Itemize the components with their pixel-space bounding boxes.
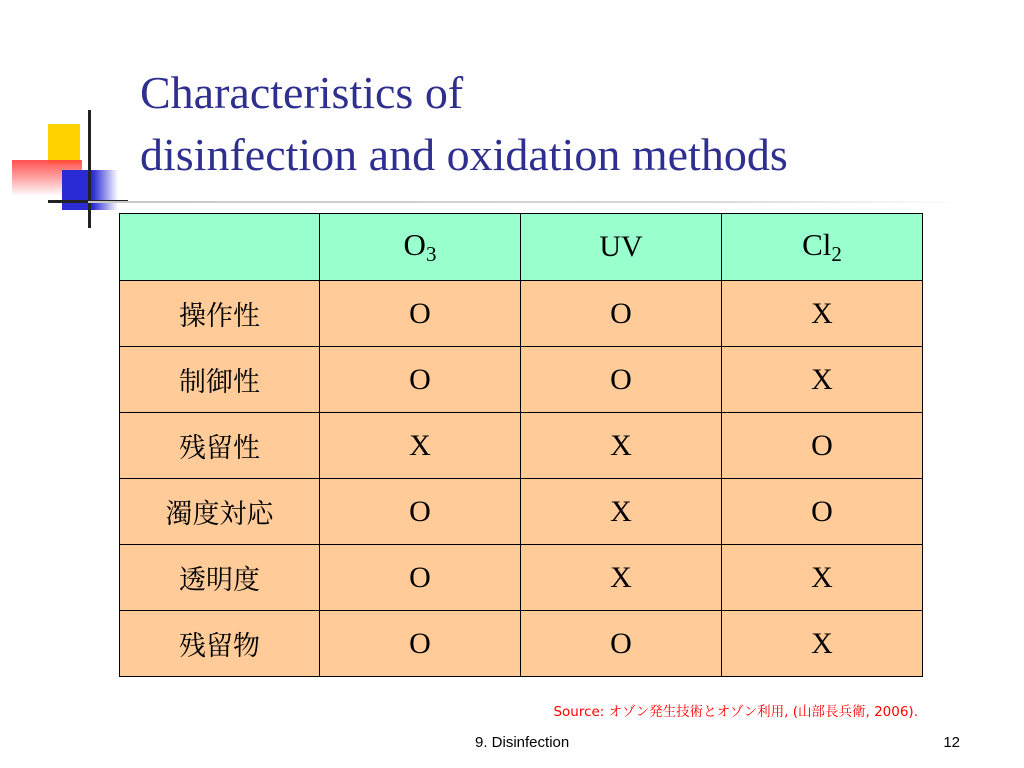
header-uv: UV — [521, 214, 722, 281]
slide-title-line2: disinfection and oxidation methods — [140, 129, 788, 180]
cell-uv: O — [521, 611, 722, 677]
cell-o3: O — [320, 281, 521, 347]
cell-uv: O — [521, 347, 722, 413]
table-row — [120, 611, 923, 677]
table-header-row — [120, 214, 923, 281]
table-row — [120, 479, 923, 545]
cell-uv: O — [521, 281, 722, 347]
header-cl2-symbol: Cl — [802, 227, 832, 262]
row-label: 制御性 — [120, 347, 320, 413]
title-underline — [88, 201, 968, 203]
row-label: 透明度 — [120, 545, 320, 611]
table-row — [120, 281, 923, 347]
slide-title — [140, 62, 1000, 186]
ornament-yellow-square — [48, 124, 80, 164]
header-o3 — [320, 214, 521, 281]
table-row — [120, 545, 923, 611]
header-o3-subscript: 3 — [425, 242, 437, 266]
row-label: 残留性 — [120, 413, 320, 479]
cell-cl2: X — [722, 347, 923, 413]
cell-o3: X — [320, 413, 521, 479]
cell-cl2: X — [722, 281, 923, 347]
cell-cl2: X — [722, 545, 923, 611]
row-label: 濁度対応 — [120, 479, 320, 545]
header-cl2 — [722, 214, 923, 281]
row-label: 操作性 — [120, 281, 320, 347]
cell-o3: O — [320, 611, 521, 677]
cell-cl2: X — [722, 611, 923, 677]
table-row — [120, 347, 923, 413]
cell-uv: X — [521, 479, 722, 545]
cell-cl2: O — [722, 479, 923, 545]
source-citation: Source: オゾン発生技術とオゾン利用, (山部長兵衛, 2006). — [553, 704, 918, 720]
table-row — [120, 413, 923, 479]
cell-o3: O — [320, 479, 521, 545]
row-label: 残留物 — [120, 611, 320, 677]
cell-o3: O — [320, 545, 521, 611]
header-cl2-subscript: 2 — [831, 242, 842, 266]
comparison-table — [119, 213, 923, 677]
header-o3-symbol: O — [403, 227, 426, 262]
slide-title-line1: Characteristics of — [140, 67, 464, 118]
ornament-vertical-line — [88, 110, 91, 228]
slide-number: 12 — [943, 734, 960, 751]
cell-uv: X — [521, 413, 722, 479]
cell-o3: O — [320, 347, 521, 413]
cell-uv: X — [521, 545, 722, 611]
footer-section-title: 9. Disinfection — [475, 734, 570, 751]
cell-cl2: O — [722, 413, 923, 479]
header-corner-cell — [120, 214, 320, 281]
